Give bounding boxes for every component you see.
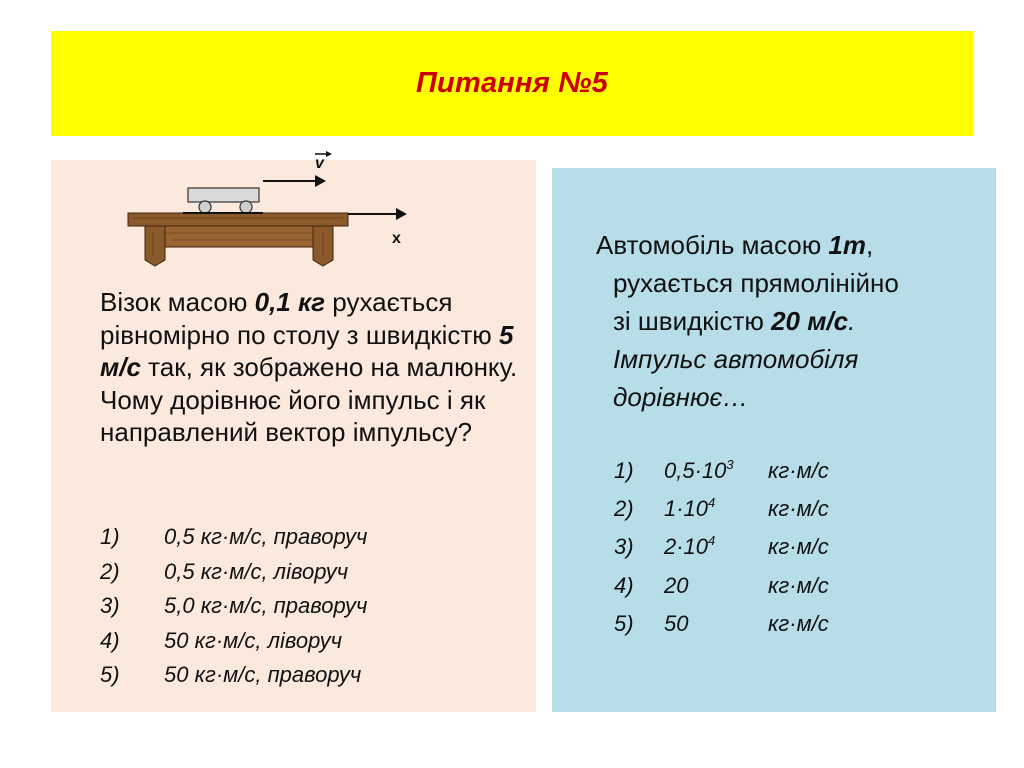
answer-text: 50 кг·м/с, ліворуч	[164, 627, 342, 653]
answer-option[interactable]	[614, 490, 974, 528]
answer-number: 4)	[100, 627, 120, 653]
answer-number: 5)	[100, 662, 120, 688]
answer-unit: кг·м/с	[768, 458, 829, 484]
velocity-symbol: v	[315, 155, 324, 172]
answer-option[interactable]	[614, 528, 974, 566]
left-question-part: рухається рівномірно по столу з швидкістю	[100, 287, 499, 350]
answer-unit: кг·м/с	[768, 572, 829, 598]
answer-option[interactable]	[614, 567, 974, 605]
answer-unit: кг·м/с	[768, 534, 829, 560]
answer-number: 4)	[614, 572, 634, 598]
answer-option[interactable]	[614, 452, 974, 490]
answer-text: 0,5 кг·м/с, ліворуч	[164, 558, 349, 584]
answer-value: 50	[664, 610, 689, 636]
answer-number: 2)	[100, 558, 120, 584]
answer-number: 5)	[614, 610, 634, 636]
answer-text: 50 кг·м/с, праворуч	[164, 662, 362, 688]
right-question-part: Автомобіль масою	[596, 230, 829, 260]
answer-number: 1)	[614, 458, 634, 484]
answer-value: $1\cdot 10^4$	[664, 495, 716, 522]
table-illustration	[128, 213, 348, 266]
right-question-mass: 1т	[828, 230, 866, 260]
right-question-part: дорівнює…	[613, 382, 749, 412]
x-axis-arrow	[348, 208, 407, 247]
right-question-part: Імпульс автомобіля	[613, 344, 859, 374]
cart-on-table-figure	[123, 150, 413, 270]
answer-number: 2)	[614, 496, 634, 522]
answer-exponent: 3	[726, 457, 734, 473]
answer-value: $0,5\cdot 10^3$	[664, 457, 734, 484]
answer-number: 3)	[614, 534, 634, 560]
left-question-mass: 0,1 кг	[254, 287, 326, 317]
left-question-part: Візок масою	[100, 287, 255, 317]
slide-title: Питання №5	[415, 67, 608, 99]
answer-value: 20	[664, 572, 689, 598]
left-question-text	[100, 286, 525, 449]
right-question-part: .	[848, 306, 856, 336]
answer-unit: кг·м/с	[768, 496, 829, 522]
left-question-speed: 5 м/с	[100, 319, 514, 383]
answer-option[interactable]	[100, 589, 500, 624]
left-answer-options	[100, 520, 500, 693]
velocity-arrow	[263, 175, 326, 187]
right-question-speed: 20 м/с	[771, 306, 849, 336]
answer-value: $2\cdot 10^4$	[664, 533, 716, 560]
title-band	[51, 31, 973, 136]
cart-illustration	[183, 188, 263, 213]
right-question-part: зі швидкістю	[613, 306, 772, 336]
answer-option[interactable]	[614, 605, 974, 643]
answer-option[interactable]	[100, 624, 500, 659]
answer-option[interactable]	[100, 658, 500, 693]
velocity-label	[315, 151, 332, 172]
x-axis-label: x	[392, 230, 401, 247]
answer-unit: кг·м/с	[768, 610, 829, 636]
left-question-part: так, як зображено на малюнку. Чому дорівнює його імпульс і як направлений вектор імпульсу?	[100, 352, 518, 448]
right-question-text	[596, 226, 976, 416]
answer-option[interactable]	[100, 520, 500, 555]
answer-text: 0,5 кг·м/с, праворуч	[164, 524, 368, 550]
answer-option[interactable]	[100, 555, 500, 590]
answer-number: 1)	[100, 524, 120, 550]
right-question-part: рухається прямолінійно	[613, 268, 899, 298]
answer-exponent: 4	[708, 533, 716, 549]
answer-text: 5,0 кг·м/с, праворуч	[164, 593, 368, 619]
right-question-part: ,	[866, 230, 874, 260]
answer-exponent: 4	[708, 495, 716, 511]
answer-number: 3)	[100, 593, 120, 619]
right-answer-options	[614, 452, 974, 643]
